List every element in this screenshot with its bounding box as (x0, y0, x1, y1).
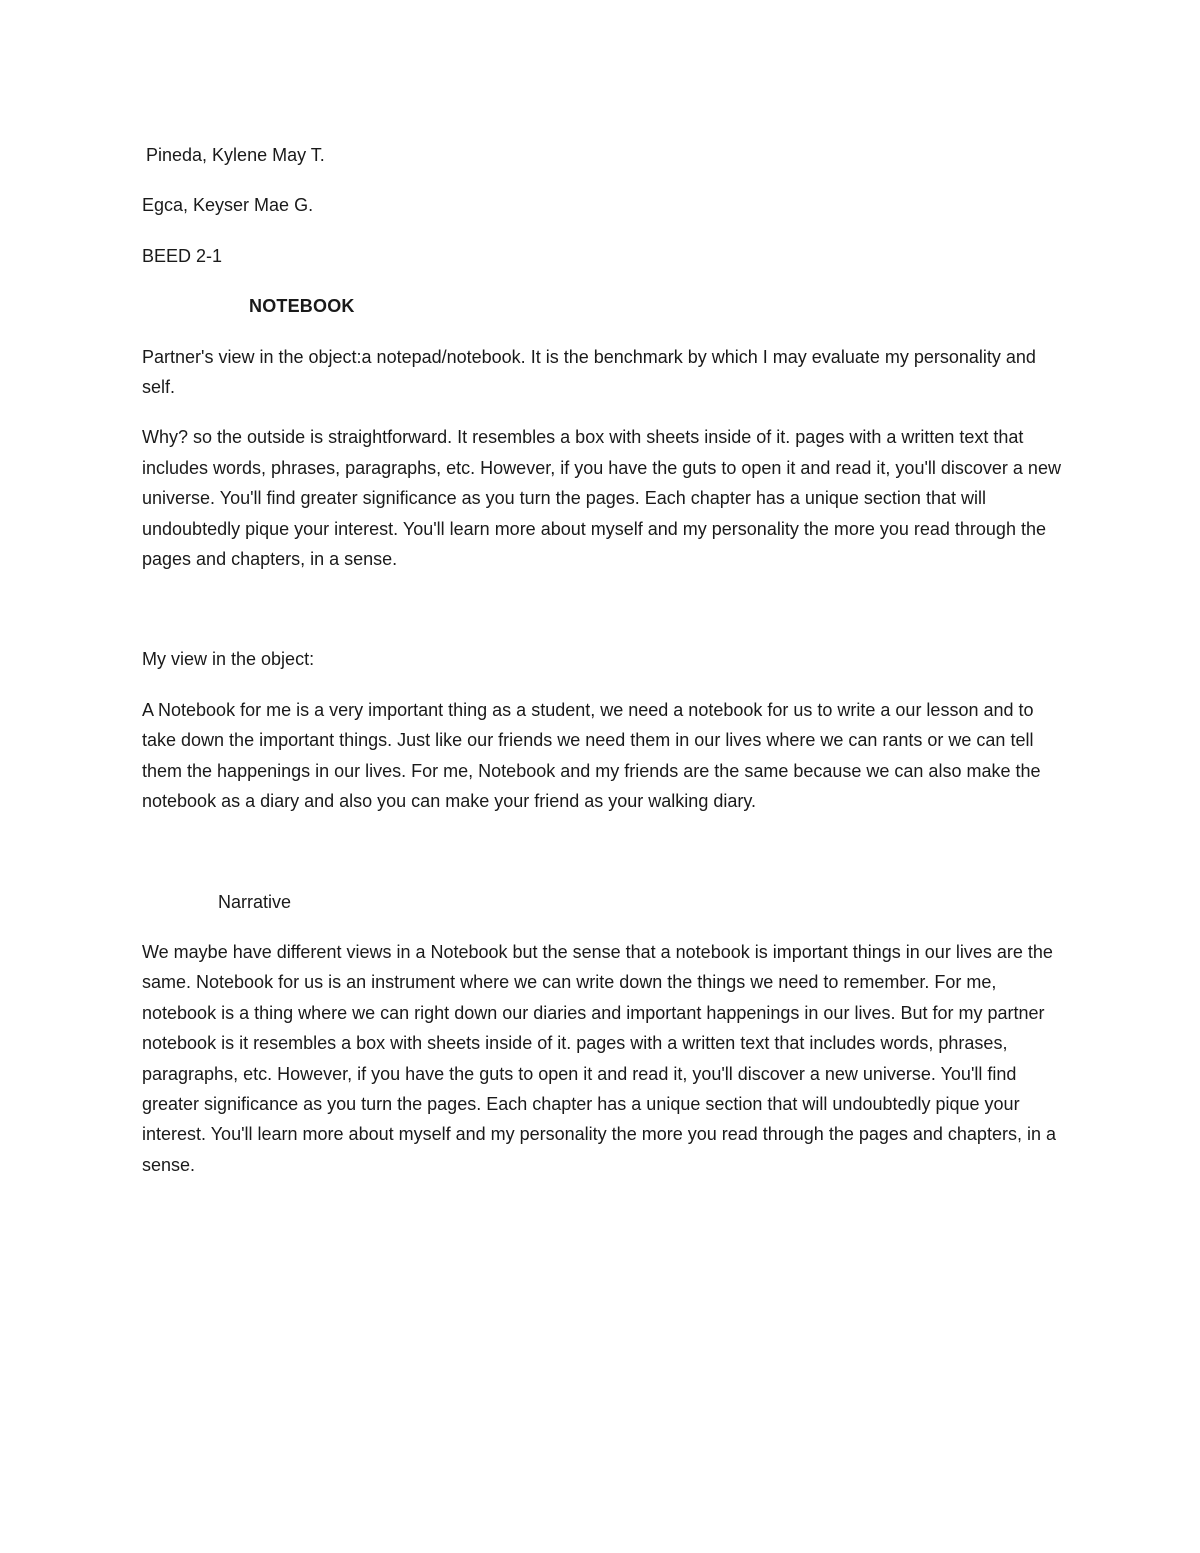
partner-view-paragraph-2: Why? so the outside is straightforward. It resembles a box with sheets inside of it. pages with a written text that includes words, phrases, paragraphs, etc. However, if you have the guts to open it and read it, you'll discover a new universe. You'll find greater significance as you turn the pages. Each chapter has a unique section that will undoubtedly pique your interest. You'll learn more about myself and my personality the more you read through the pages and chapters, in a sense. (142, 427, 1061, 570)
narrative-label: Narrative (218, 891, 292, 912)
section-code: BEED 2-1 (142, 245, 223, 266)
spacer (142, 574, 1062, 644)
spacer (142, 917, 1062, 937)
author-name-2: Egca, Keyser Mae G. (142, 195, 314, 216)
spacer (142, 221, 1062, 241)
spacer (142, 271, 1062, 291)
narrative-paragraph: We maybe have different views in a Notebook but the sense that a notebook is important things in our lives are the same. Notebook for us is an instrument where we can write down the things we need to remember. For me, notebook is a thing where we can right down our diaries and important happenings in our lives. But for my partner notebook is it resembles a box with sheets inside of it. pages with a written text that includes words, phrases, paragraphs, etc. However, if you have the guts to open it and read it, you'll discover a new universe. You'll find greater significance as you turn the pages. Each chapter has a unique section that will undoubtedly pique your interest. You'll learn more about myself and my personality the more you read through the pages and chapters, in a sense. (142, 941, 1056, 1175)
spacer (142, 817, 1062, 887)
spacer (142, 170, 1062, 190)
my-view-paragraph: A Notebook for me is a very important thing as a student, we need a notebook for us to write a our lesson and to take down the important things. Just like our friends we need them in our lives where we can rants or we can tell them the happenings in our lives. For me, Notebook and my friends are the same because we can also make the notebook as a diary and also you can make your friend as your walking diary. (142, 699, 1041, 812)
spacer (142, 675, 1062, 695)
author-name-1: Pineda, Kylene May T. (146, 145, 325, 165)
spacer (142, 322, 1062, 342)
spacer (142, 402, 1062, 422)
document-title: NOTEBOOK (249, 296, 355, 317)
document-body (142, 140, 1062, 1180)
my-view-label: My view in the object: (142, 649, 315, 670)
partner-view-paragraph-1: Partner's view in the object:a notepad/notebook. It is the benchmark by which I may evaluate my personality and self. (142, 346, 1036, 398)
